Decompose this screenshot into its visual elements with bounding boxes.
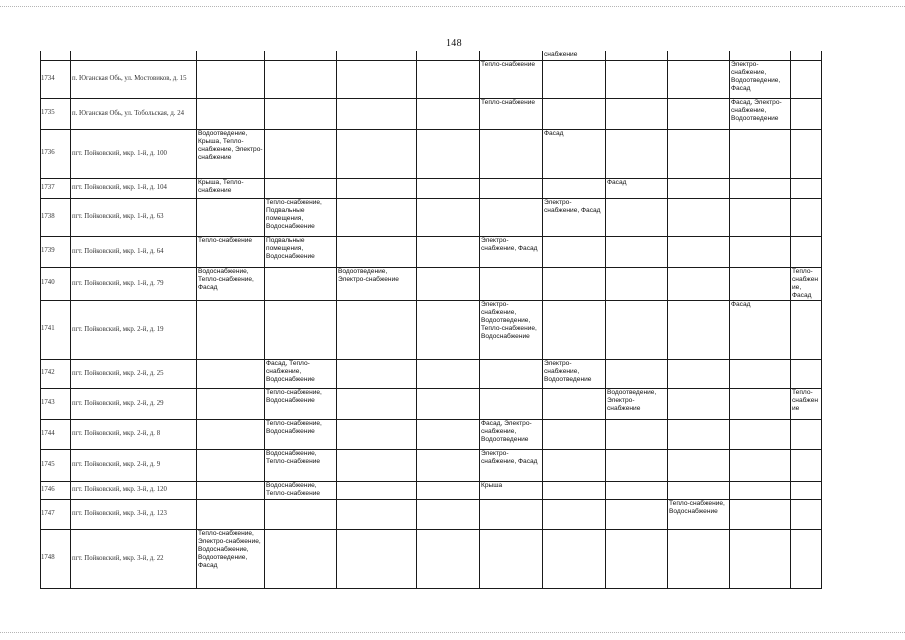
header-fragment-cell [41, 51, 71, 60]
address-cell: пгт. Пойковский, мкр. 1-й, д. 63 [71, 198, 197, 236]
work-type-cell: Тепло-снабжение, Подвальные помещения, Водоснабжение [265, 198, 337, 236]
work-type-cell [791, 300, 822, 359]
work-type-cell [730, 129, 791, 178]
table-row [41, 178, 822, 198]
work-type-cell [543, 178, 606, 198]
work-type-cell [606, 267, 668, 300]
address-cell: пгт. Пойковский, мкр. 1-й, д. 100 [71, 129, 197, 178]
work-type-cell: Тепло-снабжение [480, 60, 543, 98]
table-row [41, 98, 822, 129]
address-cell: пгт. Пойковский, мкр. 3-й, д. 22 [71, 529, 197, 588]
header-fragment-cell [197, 51, 265, 60]
table-row [41, 60, 822, 98]
work-type-cell [197, 481, 265, 499]
work-type-cell [417, 388, 480, 419]
work-type-cell [480, 499, 543, 529]
work-type-cell [543, 449, 606, 481]
work-type-cell [791, 236, 822, 267]
work-type-cell [668, 419, 730, 449]
work-type-cell [606, 198, 668, 236]
work-type-cell [543, 267, 606, 300]
work-type-cell [543, 98, 606, 129]
work-type-cell [265, 60, 337, 98]
work-type-cell [337, 449, 417, 481]
row-number: 1739 [41, 236, 71, 267]
work-type-cell [417, 481, 480, 499]
table-row [41, 449, 822, 481]
work-type-cell [417, 300, 480, 359]
work-type-cell [417, 419, 480, 449]
address-cell: пгт. Пойковский, мкр. 3-й, д. 120 [71, 481, 197, 499]
work-type-cell [480, 178, 543, 198]
work-type-cell [265, 499, 337, 529]
address-cell: пгт. Пойковский, мкр. 2-й, д. 29 [71, 388, 197, 419]
row-number: 1737 [41, 178, 71, 198]
work-type-cell [668, 300, 730, 359]
row-number: 1736 [41, 129, 71, 178]
work-type-cell [197, 198, 265, 236]
work-type-cell: Тепло-снабжение [197, 236, 265, 267]
work-type-cell [337, 98, 417, 129]
work-type-cell [417, 529, 480, 588]
table-row [41, 236, 822, 267]
work-type-cell [606, 359, 668, 388]
work-type-cell: Тепло-снабжение [791, 388, 822, 419]
address-cell: пгт. Пойковский, мкр. 2-й, д. 9 [71, 449, 197, 481]
work-type-cell [730, 267, 791, 300]
work-type-cell [730, 388, 791, 419]
work-type-cell [265, 178, 337, 198]
work-type-cell [730, 419, 791, 449]
work-type-cell [606, 60, 668, 98]
work-type-cell [417, 198, 480, 236]
work-type-cell: Водоснабжение, Тепло-снабжение [265, 449, 337, 481]
work-type-cell [606, 499, 668, 529]
table-row [41, 129, 822, 178]
work-type-cell [606, 481, 668, 499]
work-type-cell: Фасад [606, 178, 668, 198]
work-type-cell [197, 449, 265, 481]
work-type-cell [417, 178, 480, 198]
work-type-cell [668, 529, 730, 588]
table-row [41, 419, 822, 449]
address-cell: пгт. Пойковский, мкр. 3-й, д. 123 [71, 499, 197, 529]
work-type-cell [480, 198, 543, 236]
row-number: 1743 [41, 388, 71, 419]
address-cell: п. Юганская Обь, ул. Мостовиков, д. 15 [71, 60, 197, 98]
table-row [41, 529, 822, 588]
header-fragment-cell [668, 51, 730, 60]
work-type-cell [730, 529, 791, 588]
row-number: 1744 [41, 419, 71, 449]
work-type-cell [337, 481, 417, 499]
work-type-cell [791, 449, 822, 481]
header-fragment-cell [337, 51, 417, 60]
work-type-cell [606, 236, 668, 267]
work-type-cell [791, 529, 822, 588]
row-number: 1748 [41, 529, 71, 588]
table-row [41, 267, 822, 300]
work-type-cell [543, 388, 606, 419]
table-row [41, 359, 822, 388]
work-type-cell [417, 129, 480, 178]
header-fragment-cell [417, 51, 480, 60]
work-type-cell [668, 129, 730, 178]
work-type-cell [730, 236, 791, 267]
work-type-cell [668, 178, 730, 198]
work-type-cell: Электро-снабжение, Водоотведение, Тепло-снабжение, Водоснабжение [480, 300, 543, 359]
address-cell: пгт. Пойковский, мкр. 2-й, д. 25 [71, 359, 197, 388]
work-type-cell [543, 236, 606, 267]
work-type-cell [337, 499, 417, 529]
work-type-cell: Тепло-снабжение, Электро-снабжение, Водоснабжение, Водоотведение, Фасад [197, 529, 265, 588]
scan-edge-top [0, 6, 905, 7]
work-type-cell [791, 178, 822, 198]
row-number: 1745 [41, 449, 71, 481]
table-header-fragment-row [41, 51, 822, 60]
row-number: 1742 [41, 359, 71, 388]
work-type-cell [668, 359, 730, 388]
work-type-cell [265, 529, 337, 588]
header-fragment-cell [480, 51, 543, 60]
work-type-cell [791, 499, 822, 529]
work-type-cell [417, 449, 480, 481]
work-type-cell [730, 198, 791, 236]
work-type-cell [337, 198, 417, 236]
work-type-cell [417, 359, 480, 388]
work-type-cell: Фасад, Электро-снабжение, Водоотведение [730, 98, 791, 129]
address-cell: пгт. Пойковский, мкр. 2-й, д. 19 [71, 300, 197, 359]
address-cell: пгт. Пойковский, мкр. 1-й, д. 104 [71, 178, 197, 198]
work-type-cell: Тепло-снабжение, Водоснабжение [265, 388, 337, 419]
row-number: 1747 [41, 499, 71, 529]
work-type-cell: Тепло-снабжение [480, 98, 543, 129]
work-type-cell [730, 178, 791, 198]
table-row [41, 388, 822, 419]
work-type-cell: Фасад [543, 129, 606, 178]
work-type-cell [606, 449, 668, 481]
work-type-cell [543, 529, 606, 588]
address-cell: пгт. Пойковский, мкр. 2-й, д. 8 [71, 419, 197, 449]
work-type-cell [606, 529, 668, 588]
page-number: 148 [446, 38, 462, 49]
work-type-cell: Тепло-снабжение, Фасад [791, 267, 822, 300]
work-type-cell: Тепло-снабжение, Водоснабжение [265, 419, 337, 449]
work-type-cell [337, 300, 417, 359]
work-type-cell [337, 178, 417, 198]
table-row [41, 499, 822, 529]
row-number: 1740 [41, 267, 71, 300]
work-type-cell [606, 98, 668, 129]
work-type-cell [265, 129, 337, 178]
work-type-cell: Водоотведение, Электро-снабжение [606, 388, 668, 419]
row-number: 1735 [41, 98, 71, 129]
work-type-cell [197, 300, 265, 359]
work-type-cell [606, 129, 668, 178]
work-type-cell [668, 449, 730, 481]
work-type-cell [480, 267, 543, 300]
work-type-cell [197, 419, 265, 449]
work-type-cell [543, 300, 606, 359]
work-type-cell: Электро-снабжение, Фасад [543, 198, 606, 236]
schedule-table-body [41, 51, 822, 588]
work-type-cell [417, 267, 480, 300]
work-type-cell [730, 481, 791, 499]
work-type-cell [543, 481, 606, 499]
work-type-cell: Фасад, Тепло-снабжение, Водоснабжение [265, 359, 337, 388]
header-fragment-cell: снабжение [543, 51, 606, 60]
work-type-cell [791, 198, 822, 236]
work-type-cell [791, 98, 822, 129]
work-type-cell [791, 481, 822, 499]
header-fragment-cell [71, 51, 197, 60]
row-number: 1738 [41, 198, 71, 236]
work-type-cell [668, 60, 730, 98]
work-type-cell [417, 60, 480, 98]
work-type-cell [480, 359, 543, 388]
work-type-cell [197, 60, 265, 98]
work-type-cell: Водоотведение, Электро-снабжение [337, 267, 417, 300]
work-type-cell: Фасад, Электро-снабжение, Водоотведение [480, 419, 543, 449]
work-type-cell [668, 198, 730, 236]
work-type-cell [417, 236, 480, 267]
work-type-cell [730, 359, 791, 388]
header-fragment-cell [730, 51, 791, 60]
header-fragment-cell [791, 51, 822, 60]
address-cell: п. Юганская Обь, ул. Тобольская, д. 24 [71, 98, 197, 129]
header-fragment-cell [606, 51, 668, 60]
row-number: 1746 [41, 481, 71, 499]
work-type-cell [337, 388, 417, 419]
work-type-cell [265, 300, 337, 359]
work-type-cell [480, 388, 543, 419]
work-type-cell: Электро-снабжение, Фасад [480, 449, 543, 481]
scan-edge-bottom [0, 632, 905, 633]
work-type-cell [606, 419, 668, 449]
work-type-cell [265, 267, 337, 300]
work-type-cell [480, 129, 543, 178]
work-type-cell [337, 60, 417, 98]
work-type-cell: Водоснабжение, Тепло-снабжение [265, 481, 337, 499]
work-type-cell [543, 60, 606, 98]
work-type-cell [417, 98, 480, 129]
work-type-cell [730, 449, 791, 481]
address-cell: пгт. Пойковский, мкр. 1-й, д. 79 [71, 267, 197, 300]
work-type-cell [543, 419, 606, 449]
work-type-cell [337, 129, 417, 178]
work-type-cell [337, 419, 417, 449]
work-type-cell [668, 388, 730, 419]
work-type-cell: Подвальные помещения, Водоснабжение [265, 236, 337, 267]
work-type-cell: Фасад [730, 300, 791, 359]
work-type-cell [480, 529, 543, 588]
address-cell: пгт. Пойковский, мкр. 1-й, д. 64 [71, 236, 197, 267]
work-type-cell [337, 236, 417, 267]
work-type-cell [197, 388, 265, 419]
work-type-cell: Крыша [480, 481, 543, 499]
work-type-cell [668, 481, 730, 499]
work-type-cell [791, 359, 822, 388]
work-type-cell [337, 359, 417, 388]
work-type-cell: Электро-снабжение, Водоотведение, Фасад [730, 60, 791, 98]
work-type-cell [668, 98, 730, 129]
table-row [41, 198, 822, 236]
table-row [41, 300, 822, 359]
work-type-cell: Крыша, Тепло-снабжение [197, 178, 265, 198]
row-number: 1741 [41, 300, 71, 359]
work-type-cell: Электро-снабжение, Фасад [480, 236, 543, 267]
work-type-cell [197, 98, 265, 129]
work-type-cell [197, 359, 265, 388]
work-type-cell [606, 300, 668, 359]
row-number: 1734 [41, 60, 71, 98]
work-type-cell [730, 499, 791, 529]
work-type-cell: Водоснабжение, Тепло-снабжение, Фасад [197, 267, 265, 300]
work-type-cell: Тепло-снабжение, Водоснабжение [668, 499, 730, 529]
work-type-cell [197, 499, 265, 529]
work-type-cell: Электро-снабжение, Водоотведение [543, 359, 606, 388]
header-fragment-cell [265, 51, 337, 60]
work-type-cell [668, 236, 730, 267]
work-type-cell [791, 129, 822, 178]
work-type-cell [668, 267, 730, 300]
work-type-cell [791, 60, 822, 98]
work-type-cell [791, 419, 822, 449]
work-type-cell [265, 98, 337, 129]
schedule-table [40, 51, 822, 589]
work-type-cell [543, 499, 606, 529]
table-row [41, 481, 822, 499]
work-type-cell: Водоотведение, Крыша, Тепло-снабжение, Электро-снабжение [197, 129, 265, 178]
work-type-cell [337, 529, 417, 588]
work-type-cell [417, 499, 480, 529]
